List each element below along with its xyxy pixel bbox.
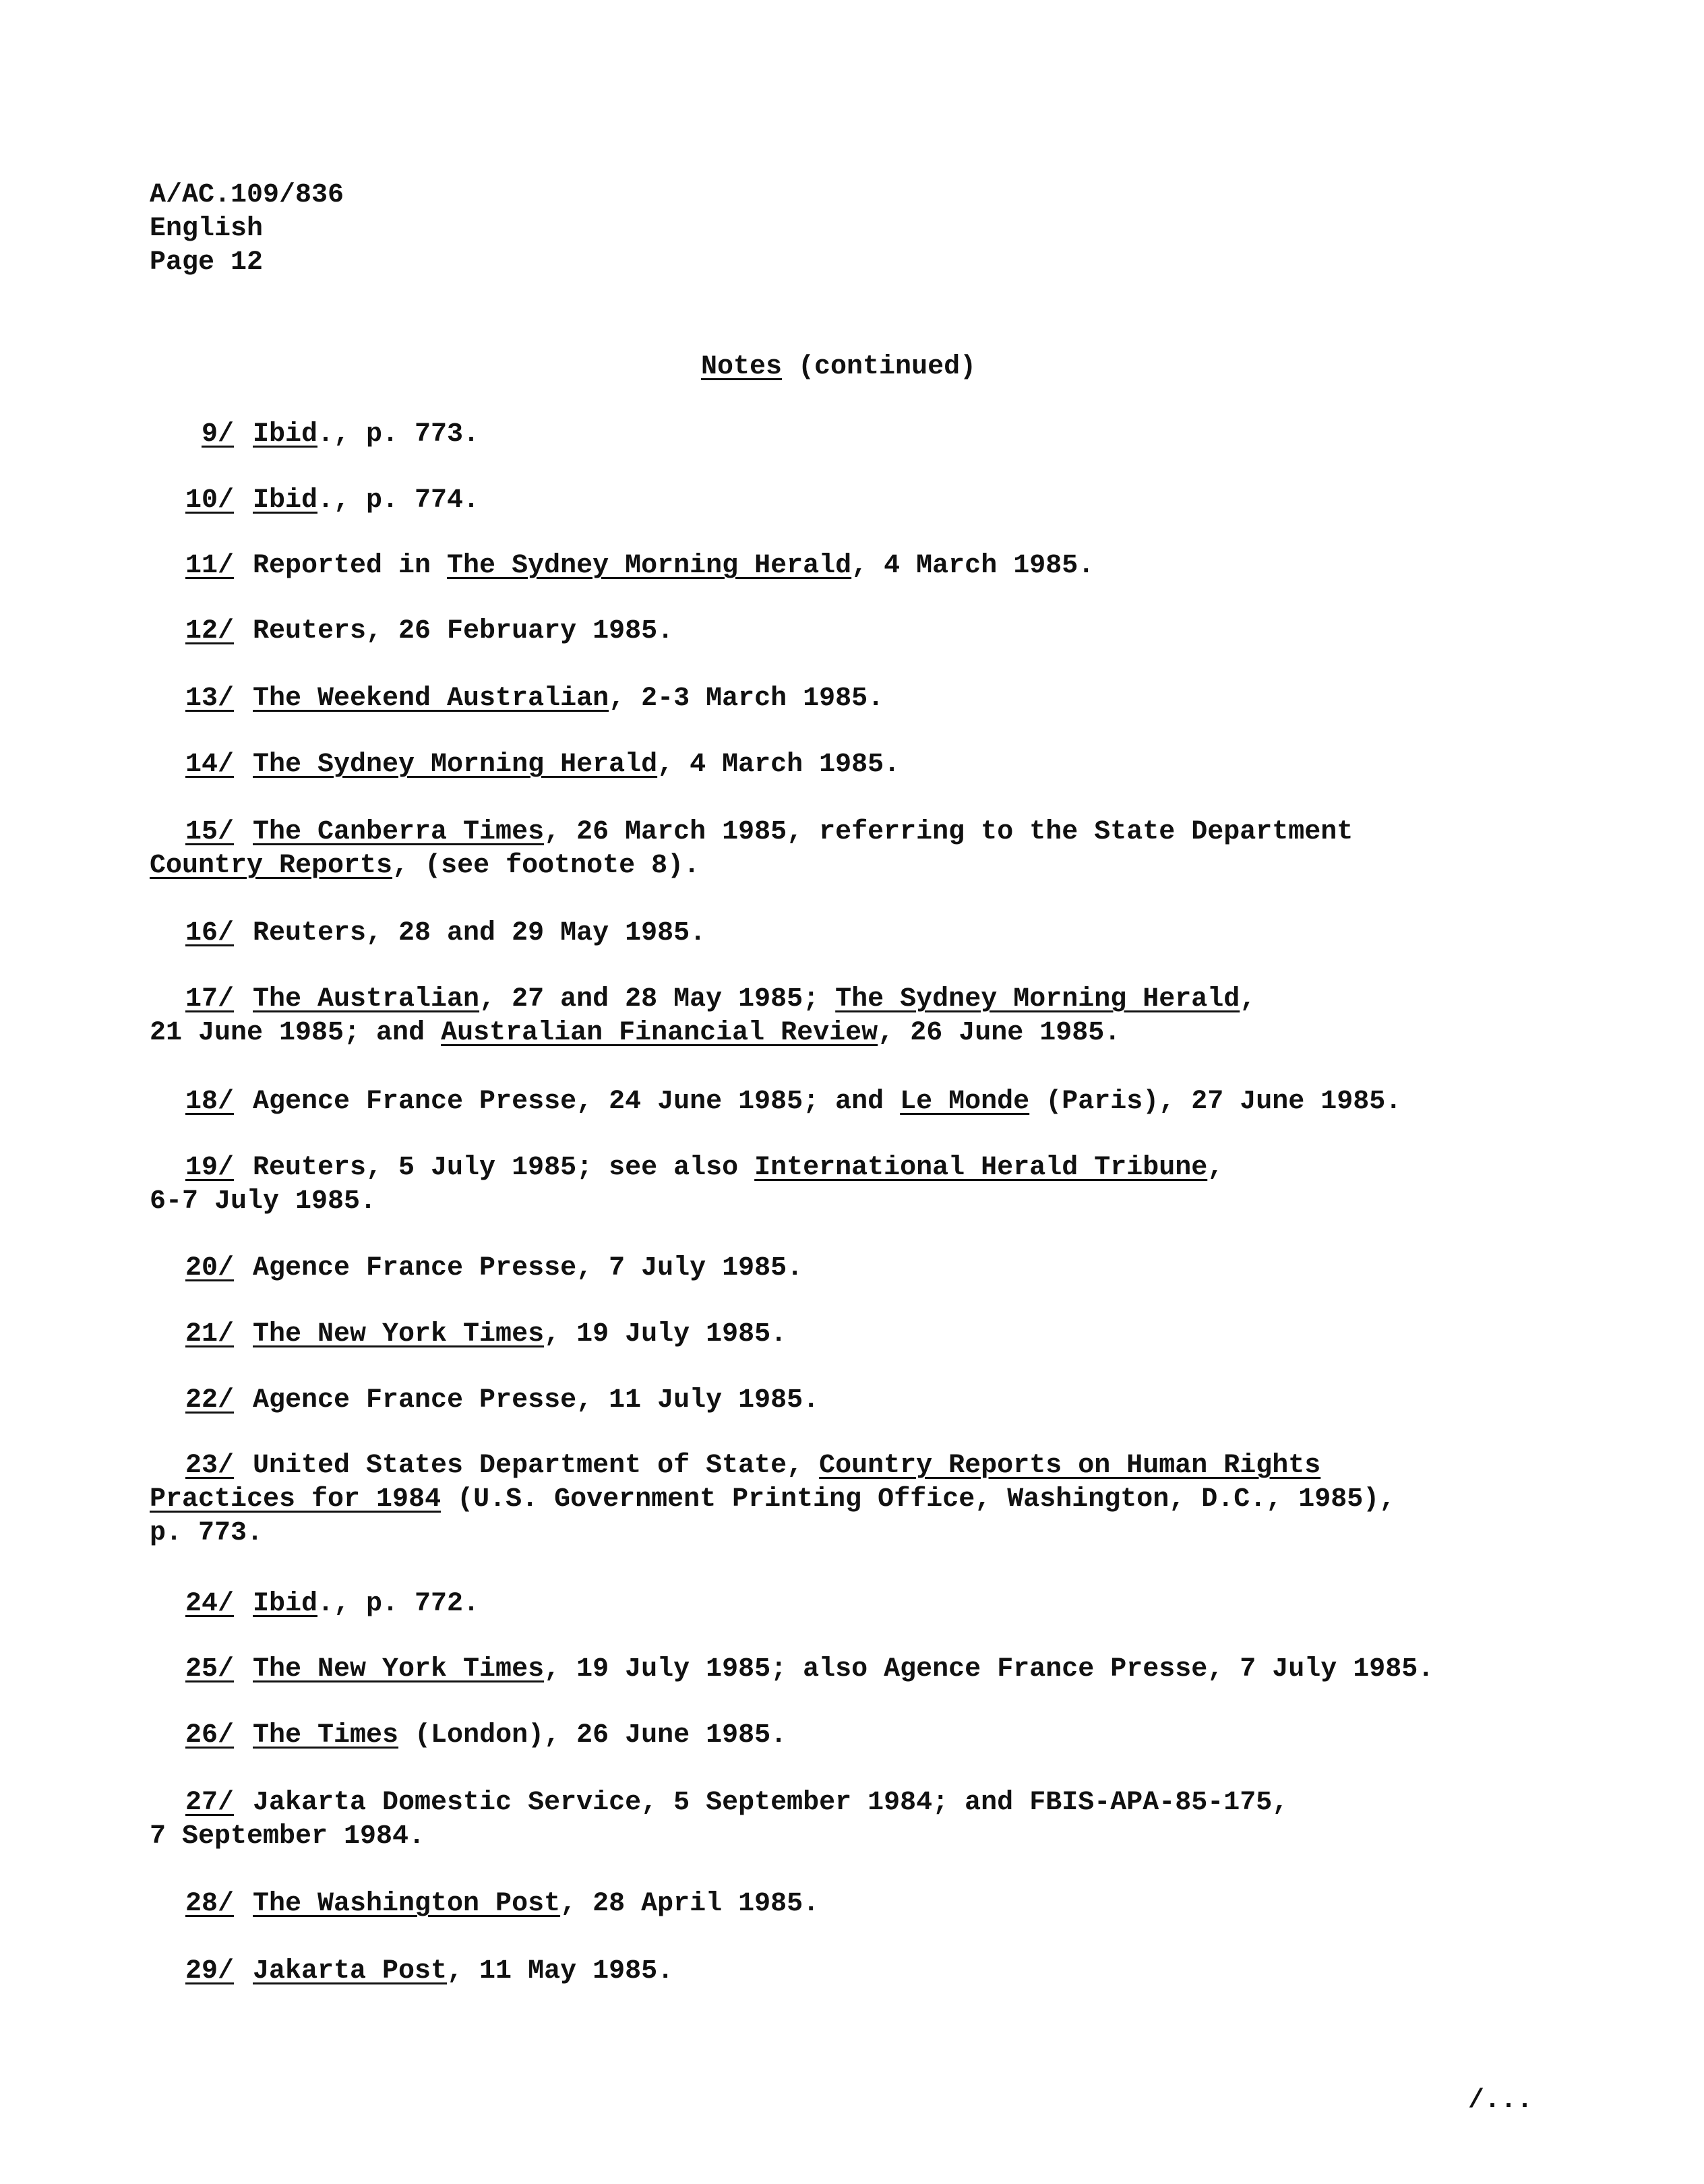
note-citation-title: The Canberra Times (253, 817, 545, 847)
footnote-item (150, 1786, 1552, 1854)
document-language: English (150, 214, 264, 244)
note-citation-title: The Sydney Morning Herald (253, 750, 658, 780)
document-symbol: A/AC.109/836 (150, 180, 344, 210)
notes-heading (701, 351, 976, 384)
footnote-continuation-line (150, 1820, 1552, 1854)
note-citation-title: Le Monde (900, 1087, 1030, 1117)
footnote-item (150, 917, 1552, 950)
footnote-item (150, 1384, 1552, 1418)
document-header (150, 179, 344, 280)
note-citation-title: Country Reports (150, 851, 393, 881)
footnote-line (150, 1587, 1552, 1621)
note-text: , 19 July 1985; also Agence France Presse, 7 July 1985. (544, 1654, 1434, 1685)
note-citation-title: The New York Times (253, 1319, 545, 1349)
footnote-item (150, 816, 1552, 883)
footnote-number: 18/ (185, 1087, 234, 1117)
note-citation-title: Country Reports on Human Rights (819, 1451, 1321, 1481)
note-text: ., p. 774. (317, 485, 480, 516)
footnote-line (150, 1151, 1552, 1185)
note-citation-title: International Herald Tribune (754, 1153, 1208, 1183)
footnote-line (150, 1252, 1552, 1285)
note-text: , 27 and 28 May 1985; (479, 984, 836, 1014)
footnote-number: 23/ (185, 1451, 234, 1481)
footnote-item (150, 682, 1552, 716)
footnote-number: 16/ (185, 918, 234, 948)
notes-heading-suffix: (continued) (782, 352, 977, 382)
note-text: , 2-3 March 1985. (609, 684, 884, 714)
note-text: , (1240, 984, 1256, 1014)
footnote-line (150, 615, 1552, 648)
note-text: p. 773. (150, 1518, 264, 1548)
footnote-item (150, 418, 1552, 452)
footnote-number: 21/ (185, 1319, 234, 1349)
footnote-line (150, 816, 1552, 849)
footnote-item (150, 1653, 1552, 1687)
note-text: Reuters, 28 and 29 May 1985. (253, 918, 706, 948)
footnote-line (150, 1653, 1552, 1687)
note-text: 21 June 1985; and (150, 1018, 442, 1048)
footnote-number: 15/ (185, 817, 234, 847)
footnote-continuation-line (150, 1017, 1552, 1050)
footnote-number: 26/ (185, 1720, 234, 1751)
note-text: , 26 June 1985. (878, 1018, 1121, 1048)
note-text: (London), 26 June 1985. (398, 1720, 787, 1751)
note-text: Agence France Presse, 11 July 1985. (253, 1385, 820, 1416)
footnote-number: 17/ (185, 984, 234, 1014)
note-citation-title: Jakarta Post (253, 1956, 448, 1986)
footnote-number: 19/ (185, 1153, 234, 1183)
footnote-number: 11/ (185, 551, 234, 581)
footnote-item (150, 1318, 1552, 1352)
footnote-number: 13/ (185, 684, 234, 714)
footnote-number: 22/ (185, 1385, 234, 1416)
footnote-line (150, 1719, 1552, 1753)
footnote-item (150, 983, 1552, 1050)
footnote-line (150, 484, 1552, 518)
note-citation-title: The Times (253, 1720, 399, 1751)
note-text: , 28 April 1985. (560, 1889, 820, 1919)
footnote-item (150, 615, 1552, 648)
note-text: 7 September 1984. (150, 1821, 425, 1852)
note-text: Agence France Presse, 7 July 1985. (253, 1253, 803, 1283)
note-citation-title: The Washington Post (253, 1889, 561, 1919)
footnote-item (150, 1887, 1552, 1921)
footnote-item (150, 1085, 1552, 1119)
footnote-item (150, 484, 1552, 518)
footnote-item (150, 1955, 1552, 1989)
page-number: Page 12 (150, 247, 264, 278)
footnote-continuation-line (150, 1185, 1552, 1219)
note-text: (U.S. Government Printing Office, Washington, D.C., 1985), (441, 1484, 1396, 1515)
footnote-continuation-line (150, 849, 1552, 883)
note-text: , 4 March 1985. (851, 551, 1095, 581)
note-text: Reuters, 5 July 1985; see also (253, 1153, 755, 1183)
footnote-line (150, 1085, 1552, 1119)
footnote-number: 29/ (185, 1956, 234, 1986)
note-text: , (see footnote 8). (392, 851, 700, 881)
note-citation-title: The Australian (253, 984, 480, 1014)
note-citation-title: Australian Financial Review (441, 1018, 878, 1048)
footnote-line (150, 682, 1552, 716)
note-citation-title: Ibid (253, 419, 318, 450)
notes-heading-main: Notes (701, 352, 783, 382)
note-text: , (1207, 1153, 1224, 1183)
footnote-number: 28/ (185, 1889, 234, 1919)
note-citation-title: The Sydney Morning Herald (447, 551, 852, 581)
footnote-number: 25/ (185, 1654, 234, 1685)
footnote-line (150, 1887, 1552, 1921)
note-text: Agence France Presse, 24 June 1985; and (253, 1087, 901, 1117)
note-text: United States Department of State, (253, 1451, 820, 1481)
continuation-mark: /... (1468, 2086, 1533, 2116)
footnote-line (150, 418, 1552, 452)
note-text: ., p. 772. (317, 1589, 480, 1619)
note-text: (Paris), 27 June 1985. (1029, 1087, 1402, 1117)
footnote-number: 20/ (185, 1253, 234, 1283)
footnote-line (150, 1318, 1552, 1352)
footnote-line (150, 983, 1552, 1017)
footnote-line (150, 1786, 1552, 1820)
footnote-line (150, 549, 1552, 583)
footnote-number: 10/ (185, 485, 234, 516)
footnote-item (150, 748, 1552, 782)
note-citation-title: The New York Times (253, 1654, 545, 1685)
note-text: ., p. 773. (317, 419, 480, 450)
footnote-item (150, 1449, 1552, 1550)
footnote-continuation-line (150, 1483, 1552, 1517)
footnote-item (150, 1252, 1552, 1285)
note-text: Reuters, 26 February 1985. (253, 616, 674, 646)
footnote-number: 27/ (185, 1788, 234, 1818)
note-citation-title: Ibid (253, 1589, 318, 1619)
note-text: , 11 May 1985. (447, 1956, 674, 1986)
footnote-item (150, 1719, 1552, 1753)
note-citation-title: Practices for 1984 (150, 1484, 442, 1515)
footnote-line (150, 1955, 1552, 1989)
footnote-item (150, 1151, 1552, 1219)
note-citation-title: Ibid (253, 485, 318, 516)
note-citation-title: The Sydney Morning Herald (835, 984, 1240, 1014)
footnote-line (150, 748, 1552, 782)
note-text: 6-7 July 1985. (150, 1186, 377, 1217)
footnote-line (150, 1384, 1552, 1418)
note-text: , 4 March 1985. (657, 750, 901, 780)
note-text: Jakarta Domestic Service, 5 September 1984; and FBIS-APA-85-175, (253, 1788, 1289, 1818)
footnote-number: 9/ (201, 419, 234, 450)
footnote-number: 24/ (185, 1589, 234, 1619)
note-citation-title: The Weekend Australian (253, 684, 609, 714)
note-text: , 26 March 1985, referring to the State Department (544, 817, 1353, 847)
footnote-number: 12/ (185, 616, 234, 646)
footnote-line (150, 917, 1552, 950)
footnote-item (150, 1587, 1552, 1621)
footnote-line (150, 1449, 1552, 1483)
note-text: , 19 July 1985. (544, 1319, 787, 1349)
note-text: Reported in (253, 551, 448, 581)
footnote-continuation-line (150, 1517, 1552, 1550)
footnote-number: 14/ (185, 750, 234, 780)
footnote-item (150, 549, 1552, 583)
